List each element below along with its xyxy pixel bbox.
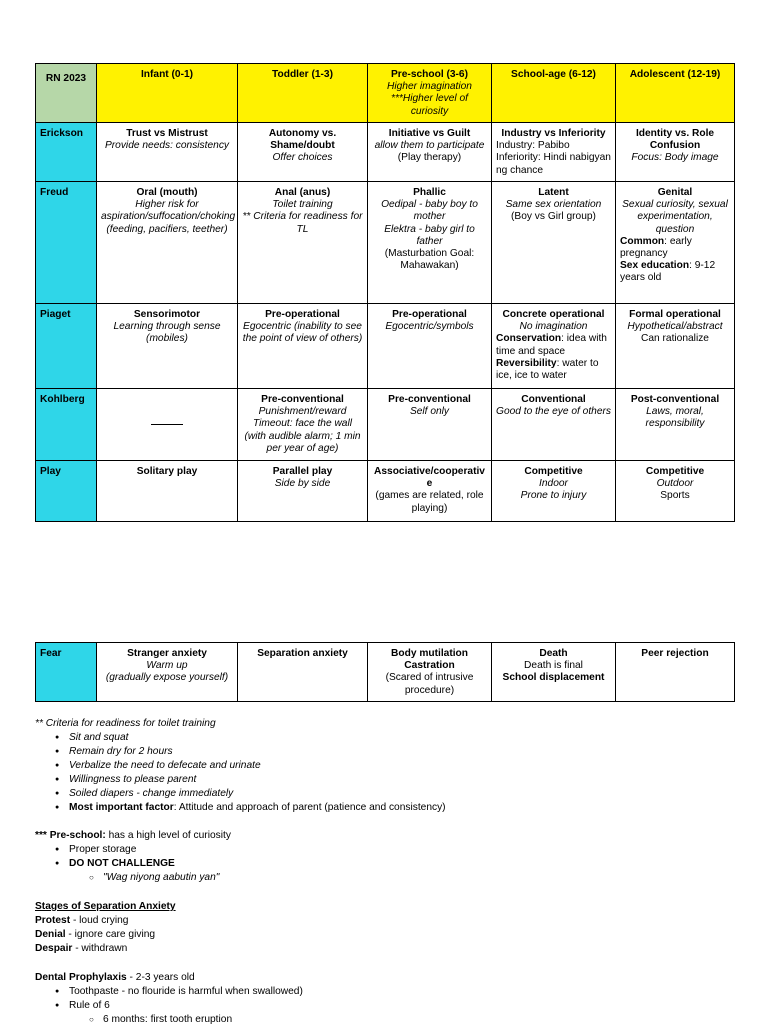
- cell: Stranger anxiety Warm up (gradually expose yourself): [97, 643, 238, 702]
- rowhead-freud: Freud: [36, 182, 97, 304]
- cell: Competitive Indoor Prone to injury: [492, 461, 616, 522]
- cell: Trust vs Mistrust Provide needs: consistency: [97, 123, 238, 182]
- cell: Pre-operational Egocentric/symbols: [368, 304, 492, 389]
- cell: Latent Same sex orientation (Boy vs Girl group): [492, 182, 616, 304]
- preschool-line: *** Pre-school: has a high level of curiosity: [35, 830, 231, 841]
- rowhead-kohlberg: Kohlberg: [36, 389, 97, 461]
- cell: Concrete operational No imagination Conservation: idea with time and space Reversibility: water to ice, ice to water: [492, 304, 616, 389]
- dental-notes: [35, 971, 303, 1027]
- development-table: [35, 63, 735, 522]
- list-item: ● Willingness to please parent: [55, 773, 446, 787]
- list-item: ● DO NOT CHALLENGE ○ "Wag niyong aabutin yan": [55, 857, 231, 885]
- row-freud: [36, 182, 735, 304]
- list-item: ○ "Wag niyong aabutin yan": [89, 871, 231, 885]
- cell: Oral (mouth) Higher risk for aspiration/suffocation/choking (feeding, pacifiers, teether): [97, 182, 238, 304]
- sep-stage: Denial - ignore care giving: [35, 929, 156, 940]
- list-item: ● Rule of 6 ○ 6 months: first tooth eruption: [55, 999, 303, 1027]
- row-piaget: [36, 304, 735, 389]
- cell: Parallel play Side by side: [238, 461, 368, 522]
- sep-stage: Despair - withdrawn: [35, 943, 128, 954]
- cell: Identity vs. Role Confusion Focus: Body image: [616, 123, 735, 182]
- col-infant: Infant (0-1): [97, 64, 238, 123]
- cell: Initiative vs Guilt allow them to participate (Play therapy): [368, 123, 492, 182]
- cell: [97, 389, 238, 461]
- col-schoolage: School-age (6-12): [492, 64, 616, 123]
- separation-title: Stages of Separation Anxiety: [35, 901, 176, 912]
- cell: Separation anxiety: [238, 643, 368, 702]
- list-item: ● Soiled diapers - change immediately: [55, 787, 446, 801]
- cell: Phallic Oedipal - baby boy to mother Elektra - baby girl to father (Masturbation Goal: Mahawakan): [368, 182, 492, 304]
- list-item: ○ 6 months: first tooth eruption: [89, 1013, 303, 1027]
- cell: Anal (anus) Toilet training ** Criteria for readiness for TL: [238, 182, 368, 304]
- rowhead-erickson: Erickson: [36, 123, 97, 182]
- cell: Genital Sexual curiosity, sexual experimentation, question Common: early pregnancy Sex education: 9-12 years old: [616, 182, 735, 304]
- cell: Conventional Good to the eye of others: [492, 389, 616, 461]
- row-play: [36, 461, 735, 522]
- list-item: ● Toothpaste - no flouride is harmful when swallowed): [55, 985, 303, 999]
- list-item: ● Sit and squat: [55, 731, 446, 745]
- corner-cell: RN 2023: [36, 64, 97, 123]
- row-erickson: [36, 123, 735, 182]
- cell: Pre-conventional Self only: [368, 389, 492, 461]
- fear-table: [35, 642, 735, 702]
- cell: Competitive Outdoor Sports: [616, 461, 735, 522]
- preschool-notes: [35, 829, 231, 885]
- cell: Death Death is final School displacement: [492, 643, 616, 702]
- cell: Sensorimotor Learning through sense (mobiles): [97, 304, 238, 389]
- toilet-list: [35, 731, 446, 815]
- rowhead-play: Play: [36, 461, 97, 522]
- list-item: ● Most important factor: Attitude and approach of parent (patience and consistency): [55, 801, 446, 815]
- col-preschool: Pre-school (3-6) Higher imagination ***Higher level of curiosity: [368, 64, 492, 123]
- header-row: [36, 64, 735, 123]
- dental-line: Dental Prophylaxis - 2-3 years old: [35, 972, 195, 983]
- toilet-title: ** Criteria for readiness for toilet training: [35, 718, 216, 729]
- rowhead-piaget: Piaget: [36, 304, 97, 389]
- rowhead-fear: Fear: [36, 643, 97, 702]
- dash-line: [151, 424, 183, 425]
- list-item: ● Verbalize the need to defecate and urinate: [55, 759, 446, 773]
- cell: Post-conventional Laws, moral, responsibility: [616, 389, 735, 461]
- dental-list: [35, 985, 303, 1027]
- cell: Pre-operational Egocentric (inability to see the point of view of others): [238, 304, 368, 389]
- col-toddler: Toddler (1-3): [238, 64, 368, 123]
- cell: Formal operational Hypothetical/abstract Can rationalize: [616, 304, 735, 389]
- row-fear: [36, 643, 735, 702]
- col-adolescent: Adolescent (12-19): [616, 64, 735, 123]
- row-kohlberg: [36, 389, 735, 461]
- cell: Pre-conventional Punishment/reward Timeout: face the wall (with audible alarm; 1 min per year of age): [238, 389, 368, 461]
- cell: Peer rejection: [616, 643, 735, 702]
- separation-anxiety-notes: [35, 900, 176, 956]
- list-item: ● Remain dry for 2 hours: [55, 745, 446, 759]
- cell: Autonomy vs. Shame/doubt Offer choices: [238, 123, 368, 182]
- sep-stage: Protest - loud crying: [35, 915, 129, 926]
- cell: Body mutilation Castration (Scared of intrusive procedure): [368, 643, 492, 702]
- list-item: ● Proper storage: [55, 843, 231, 857]
- cell: Associative/cooperative (games are related, role playing): [368, 461, 492, 522]
- cell: Industry vs Inferiority Industry: Pabibo Inferiority: Hindi nabigyan ng chance: [492, 123, 616, 182]
- toilet-training-notes: [35, 717, 446, 815]
- preschool-list: [35, 843, 231, 885]
- cell: Solitary play: [97, 461, 238, 522]
